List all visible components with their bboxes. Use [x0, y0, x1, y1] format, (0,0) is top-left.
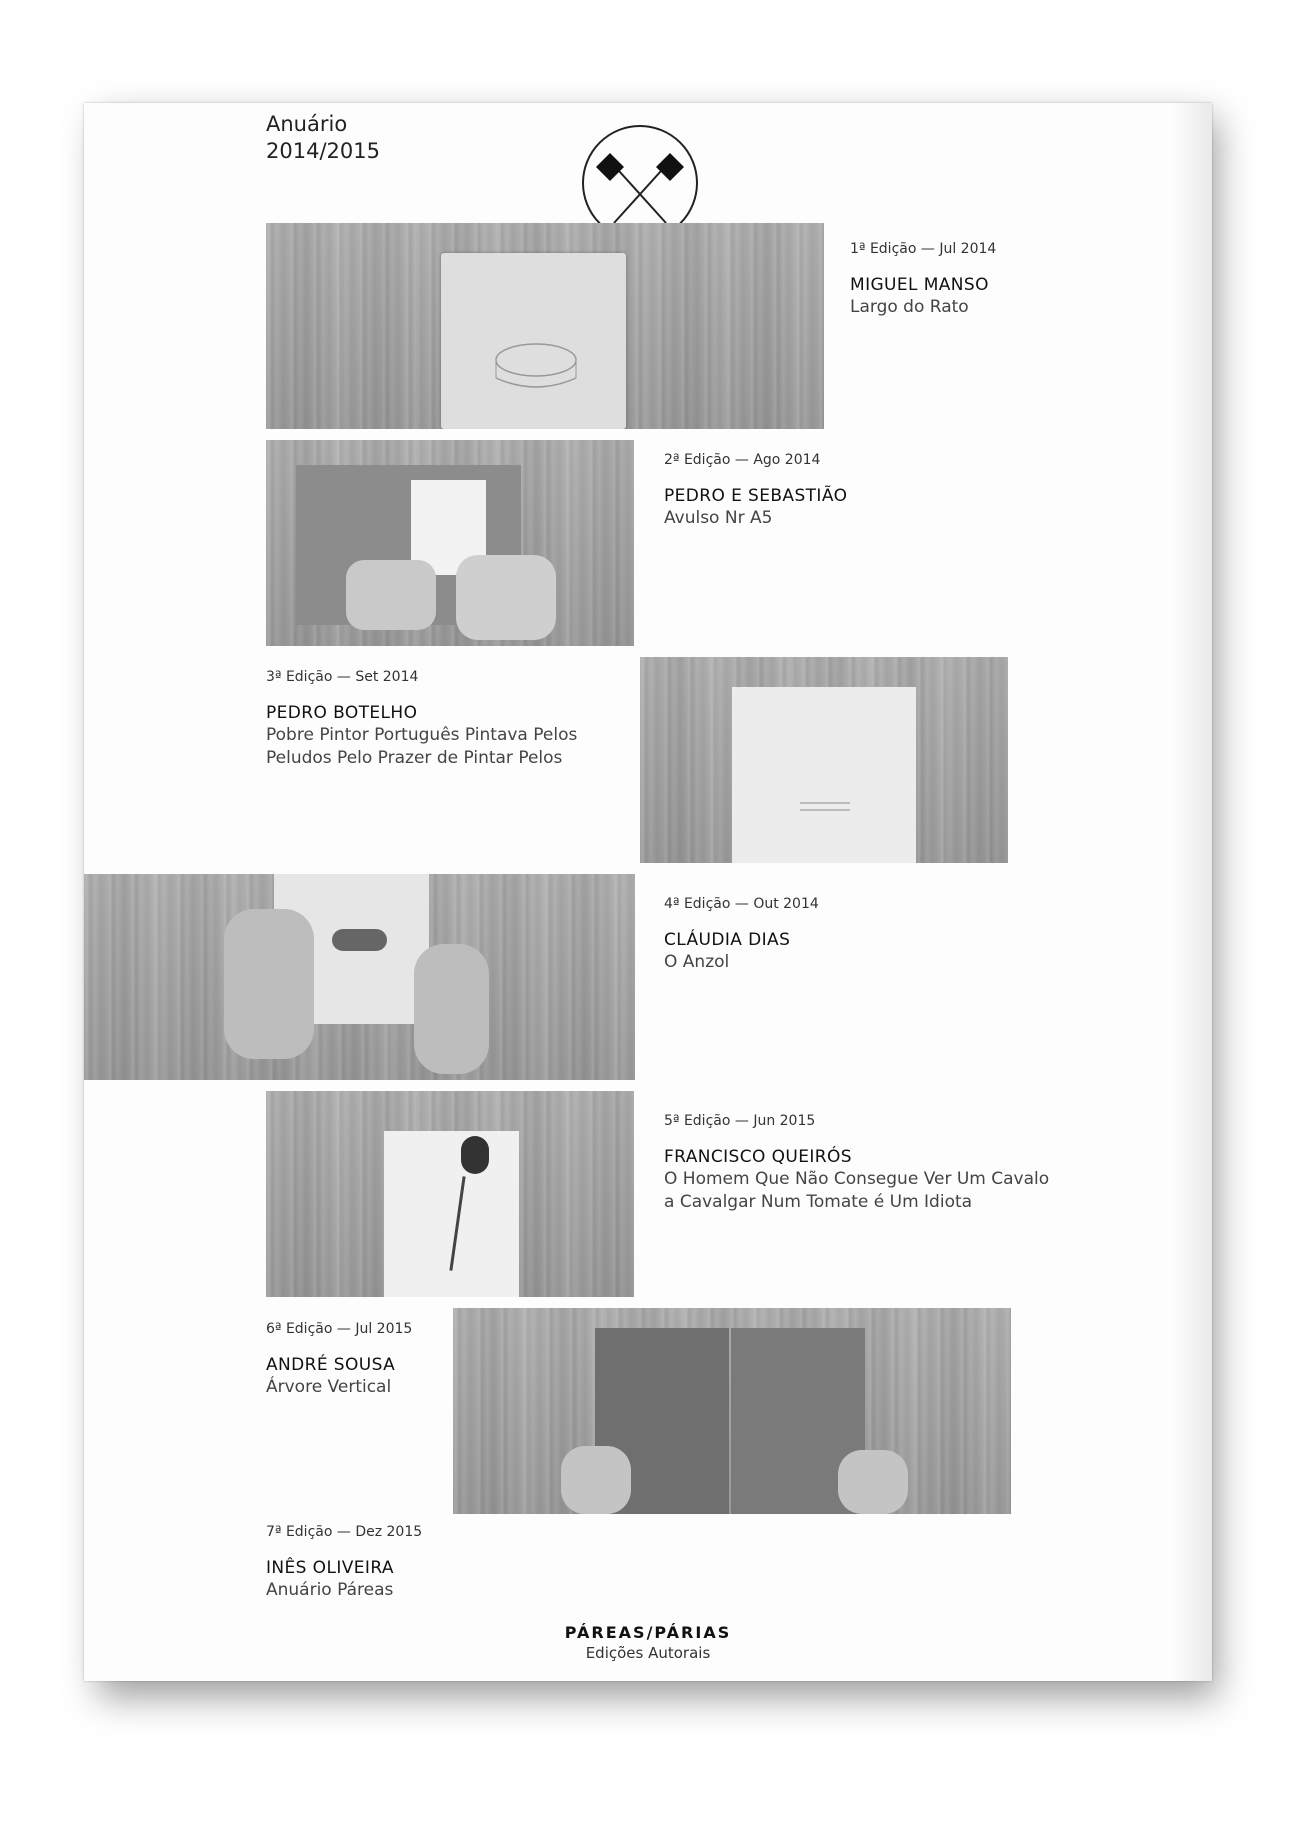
edition-3-info: [266, 668, 577, 770]
edition-7-info: [266, 1523, 422, 1602]
edition-2-info: [664, 451, 847, 530]
edition-5-photo: [266, 1091, 634, 1297]
author-name: PEDRO BOTELHO: [266, 703, 418, 723]
edition-1-photo: [266, 223, 824, 429]
edition-6-info: [266, 1320, 412, 1399]
edition-3-photo: [640, 657, 1008, 863]
work-title: O Anzol: [664, 952, 730, 972]
stamp-drawing-icon: [491, 338, 581, 393]
edition-label: 4ª Edição — Out 2014: [664, 896, 819, 912]
publisher-footer: [84, 1623, 1212, 1662]
edition-5-info: [664, 1112, 1049, 1214]
edition-label: 1ª Edição — Jul 2014: [850, 241, 997, 257]
catalogue-page: [84, 103, 1212, 1681]
work-title: Largo do Rato: [850, 297, 969, 317]
years-text: 2014/2015: [266, 139, 380, 163]
edition-2-photo: [266, 440, 634, 646]
work-title-line-2: Peludos Pelo Prazer de Pintar Pelos: [266, 748, 563, 768]
work-title-line-2: a Cavalgar Num Tomate é Um Idiota: [664, 1192, 973, 1212]
work-title: Anuário Páreas: [266, 1580, 394, 1600]
work-title: Árvore Vertical: [266, 1377, 392, 1397]
publisher-brand: PÁREAS/PÁRIAS: [564, 1623, 732, 1642]
edition-label: 3ª Edição — Set 2014: [266, 669, 419, 685]
edition-label: 5ª Edição — Jun 2015: [664, 1113, 816, 1129]
work-title-line-1: Pobre Pintor Português Pintava Pelos: [266, 725, 578, 745]
edition-label: 6ª Edição — Jul 2015: [266, 1321, 413, 1337]
edition-label: 7ª Edição — Dez 2015: [266, 1524, 423, 1540]
author-name: PEDRO E SEBASTIÃO: [664, 486, 848, 506]
title-text: Anuário: [266, 112, 348, 136]
work-title-line-1: O Homem Que Não Consegue Ver Um Cavalo: [664, 1169, 1050, 1189]
header-title: [266, 111, 380, 165]
edition-4-photo: [84, 874, 635, 1080]
edition-1-info: [850, 240, 996, 319]
edition-label: 2ª Edição — Ago 2014: [664, 452, 821, 468]
author-name: MIGUEL MANSO: [850, 275, 989, 295]
author-name: FRANCISCO QUEIRÓS: [664, 1147, 852, 1167]
author-name: ANDRÉ SOUSA: [266, 1355, 396, 1375]
publisher-subtitle: Edições Autorais: [585, 1644, 711, 1662]
author-name: CLÁUDIA DIAS: [664, 930, 791, 950]
edition-4-info: [664, 895, 819, 974]
work-title: Avulso Nr A5: [664, 508, 773, 528]
author-name: INÊS OLIVEIRA: [266, 1558, 394, 1578]
edition-6-photo: [453, 1308, 1011, 1514]
